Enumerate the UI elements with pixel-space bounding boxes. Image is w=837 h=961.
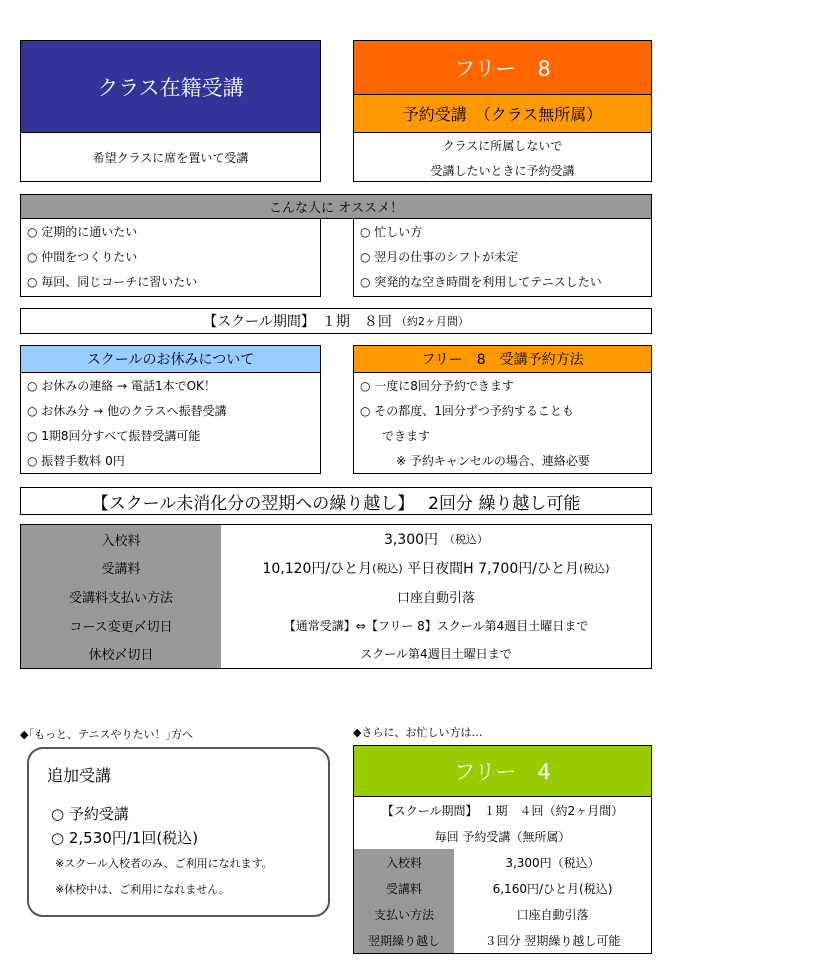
free4-value: ３回分 翌期繰り越し可能 [484, 933, 621, 948]
recommend-left-list [20, 219, 321, 297]
holiday-card [20, 345, 321, 474]
list-item: ○ お休み分 → 他のクラスへ振替受講 [27, 404, 227, 418]
free8-description [354, 133, 651, 183]
list-item: ○ 定期的に通いたい [27, 225, 138, 239]
list-item: ○ 突発的な空き時間を利用してテニスしたい [360, 275, 602, 289]
list-item: ○ 一度に8回分予約できます [360, 379, 514, 393]
free4-table [354, 849, 651, 953]
reservation-card [353, 345, 652, 474]
recommend-right-list [353, 219, 652, 297]
free4-card [353, 745, 652, 954]
more-tennis-item: ○ 予約受講 [51, 805, 129, 823]
free4-title: フリー 4 [354, 746, 651, 797]
class-enrollment-description: 希望クラスに席を置いて受講 [92, 151, 249, 165]
free4-label: 受講料 [354, 875, 454, 901]
fee-value-suffix-2: (税込) [578, 561, 610, 575]
fee-value-text: 10,120円/ひと月 [262, 560, 373, 577]
fee-value: スクール第4週目土曜日まで [360, 647, 512, 662]
school-period [20, 308, 652, 334]
free4-value: 口座自動引落 [516, 907, 589, 922]
list-item: ○ 毎回、同じコーチに習いたい [27, 275, 198, 289]
fee-value-suffix: (税込) [372, 561, 403, 575]
list-item: ○ 1期8回分すべて振替受講可能 [27, 429, 201, 443]
free4-value: 3,300円（税込） [505, 855, 600, 870]
class-enrollment-title: クラス在籍受講 [21, 41, 320, 133]
recommend-header: こんな人に オススメ！ [20, 194, 652, 219]
fee-value-text: 3,300円 [383, 532, 439, 549]
free8-desc-line1: クラスに所属しないで [442, 139, 563, 153]
free8-card [353, 40, 652, 182]
list-item: ○ 翌月の仕事のシフトが未定 [360, 250, 519, 264]
more-tennis-note: ※休校中は、ご利用になれません。 [55, 883, 230, 896]
free8-desc-line2: 受講したいときに予約受講 [430, 164, 575, 178]
free4-period: 【スクール期間】 １期 ４回（約2ヶ月間） [381, 803, 624, 818]
fee-value-suffix: （税込） [444, 533, 489, 547]
more-tennis-caption: ◆｢もっと、テニスやりたい！｣方へ [20, 728, 194, 741]
fee-label: 受講料支払い方法 [21, 582, 221, 611]
list-item: ○ お休みの連絡 → 電話1本でOK！ [27, 379, 216, 393]
reservation-header: フリー 8 受講予約方法 [354, 346, 651, 373]
class-enrollment-card [20, 40, 321, 182]
more-tennis-item: ○ 2,530円/1回(税込) [51, 829, 199, 847]
fee-label: コース変更〆切日 [21, 611, 221, 640]
free8-title: フリー 8 [354, 41, 651, 95]
fee-value-text-2: 平日夜間H 7,700円/ひと月 [402, 560, 579, 577]
list-item: できます [382, 429, 431, 443]
list-item: ○ 仲間をつくりたい [27, 250, 138, 264]
free4-caption: ◆さらに、お忙しい方は… [353, 726, 483, 739]
more-tennis-title: 追加受講 [47, 766, 112, 785]
fee-label: 受講料 [21, 554, 221, 583]
list-item: ○ その都度、1回分ずつ予約することも [360, 404, 574, 418]
free4-value: 6,160円/ひと月(税込) [492, 881, 613, 896]
fee-value [221, 525, 651, 554]
carryover-banner: 【スクール未消化分の翌期への繰り越し】 2回分 繰り越し可能 [20, 487, 652, 515]
fee-label: 入校料 [21, 525, 221, 554]
reservation-note: ※ 予約キャンセルの場合、連絡必要 [396, 454, 590, 468]
free4-label: 入校料 [354, 849, 454, 875]
free8-subtitle: 予約受講 （クラス無所属） [354, 95, 651, 133]
list-item: ○ 忙しい方 [360, 225, 423, 239]
list-item: ○ 振替手数料 0円 [27, 454, 125, 468]
fee-value: 【通常受講】⇔【フリー 8】スクール第4週目土曜日まで [283, 618, 589, 633]
free4-label: 支払い方法 [354, 901, 454, 927]
free4-label: 翌期繰り越し [354, 927, 454, 953]
more-tennis-note: ※スクール入校者のみ、ご利用になれます。 [55, 857, 273, 870]
fee-value [221, 554, 651, 583]
school-period-note: （約2ヶ月間） [395, 315, 469, 328]
school-period-text: 【スクール期間】 １期 ８回 [203, 314, 392, 330]
holiday-header: スクールのお休みについて [21, 346, 320, 373]
more-tennis-card [27, 747, 330, 917]
fee-value: 口座自動引落 [396, 590, 475, 606]
fees-table [20, 524, 652, 669]
free4-mode: 毎回 予約受講（無所属） [434, 829, 571, 844]
fee-label: 休校〆切日 [21, 639, 221, 668]
